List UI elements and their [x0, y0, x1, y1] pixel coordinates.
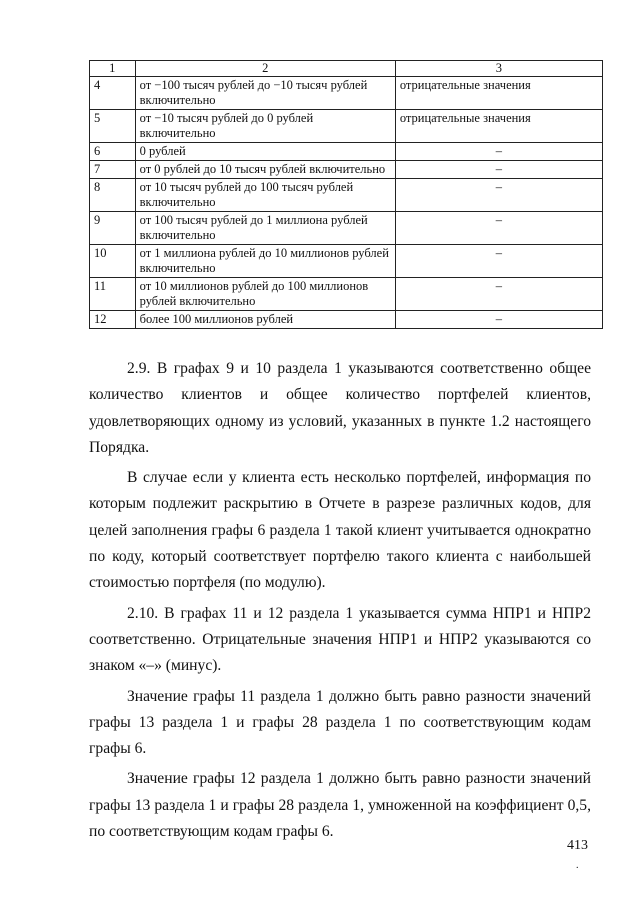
row-code-cell: 4: [90, 77, 136, 110]
row-note-cell: –: [395, 311, 602, 329]
table-row: [90, 278, 603, 311]
row-note-cell: –: [395, 212, 602, 245]
table-row: [90, 212, 603, 245]
row-range-cell: от −100 тысяч рублей до −10 тысяч рублей включительно: [135, 77, 395, 110]
row-code-cell: 10: [90, 245, 136, 278]
table-row: [90, 110, 603, 143]
portfolio-value-codes-table: [89, 60, 603, 329]
row-note-cell: отрицательные значения: [395, 110, 602, 143]
row-range-cell: от 10 миллионов рублей до 100 миллионов рублей включительно: [135, 278, 395, 311]
row-range-cell: от 1 миллиона рублей до 10 миллионов рублей включительно: [135, 245, 395, 278]
table-row: [90, 245, 603, 278]
table-row: [90, 179, 603, 212]
page-number: 413: [567, 838, 588, 853]
table-header-cell: 1: [90, 61, 136, 77]
paragraph: В случае если у клиента есть несколько портфелей, информация по которым подлежит раскрытию в Отчете в разрезе различных кодов, для целей заполнения графы 6 раздела 1 такой клиент учитывается однократно по коду, который соответствует портфелю такого клиента с наибольшей стоимостью портфеля (по модулю).: [89, 469, 591, 592]
row-range-cell: от −10 тысяч рублей до 0 рублей включительно: [135, 110, 395, 143]
row-code-cell: 12: [90, 311, 136, 329]
paragraph: Значение графы 11 раздела 1 должно быть равно разности значений графы 13 раздела 1 и графы 28 раздела 1 по соответствующим кодам графы 6.: [89, 687, 591, 758]
table-header-cell: 2: [135, 61, 395, 77]
body-text: [89, 356, 591, 849]
row-code-cell: 11: [90, 278, 136, 311]
row-note-cell: отрицательные значения: [395, 77, 602, 110]
table-header-cell: 3: [395, 61, 602, 77]
row-range-cell: от 100 тысяч рублей до 1 миллиона рублей включительно: [135, 212, 395, 245]
footer-mark: .: [576, 860, 579, 871]
row-note-cell: –: [395, 245, 602, 278]
row-range-cell: от 10 тысяч рублей до 100 тысяч рублей включительно: [135, 179, 395, 212]
table-row: [90, 143, 603, 161]
row-note-cell: –: [395, 278, 602, 311]
row-code-cell: 8: [90, 179, 136, 212]
table-header-row: [90, 61, 603, 77]
row-code-cell: 7: [90, 161, 136, 179]
row-note-cell: –: [395, 179, 602, 212]
row-range-cell: более 100 миллионов рублей: [135, 311, 395, 329]
row-range-cell: от 0 рублей до 10 тысяч рублей включительно: [135, 161, 395, 179]
paragraph: Значение графы 12 раздела 1 должно быть равно разности значений графы 13 раздела 1 и графы 28 раздела 1, умноженной на коэффициент 0,5, по соответствующим кодам графы 6.: [89, 770, 591, 841]
row-range-cell: 0 рублей: [135, 143, 395, 161]
row-note-cell: –: [395, 161, 602, 179]
row-note-cell: –: [395, 143, 602, 161]
row-code-cell: 5: [90, 110, 136, 143]
row-code-cell: 9: [90, 212, 136, 245]
paragraph: 2.10. В графах 11 и 12 раздела 1 указывается сумма НПР1 и НПР2 соответственно. Отрицательные значения НПР1 и НПР2 указываются со знаком «–» (минус).: [89, 604, 591, 675]
table-row: [90, 311, 603, 329]
paragraph: 2.9. В графах 9 и 10 раздела 1 указываются соответственно общее количество клиентов и общее количество портфелей клиентов, удовлетворяющих одному из условий, указанных в пункте 1.2 настоящего Порядка.: [89, 360, 591, 456]
table-row: [90, 161, 603, 179]
table-row: [90, 77, 603, 110]
row-code-cell: 6: [90, 143, 136, 161]
